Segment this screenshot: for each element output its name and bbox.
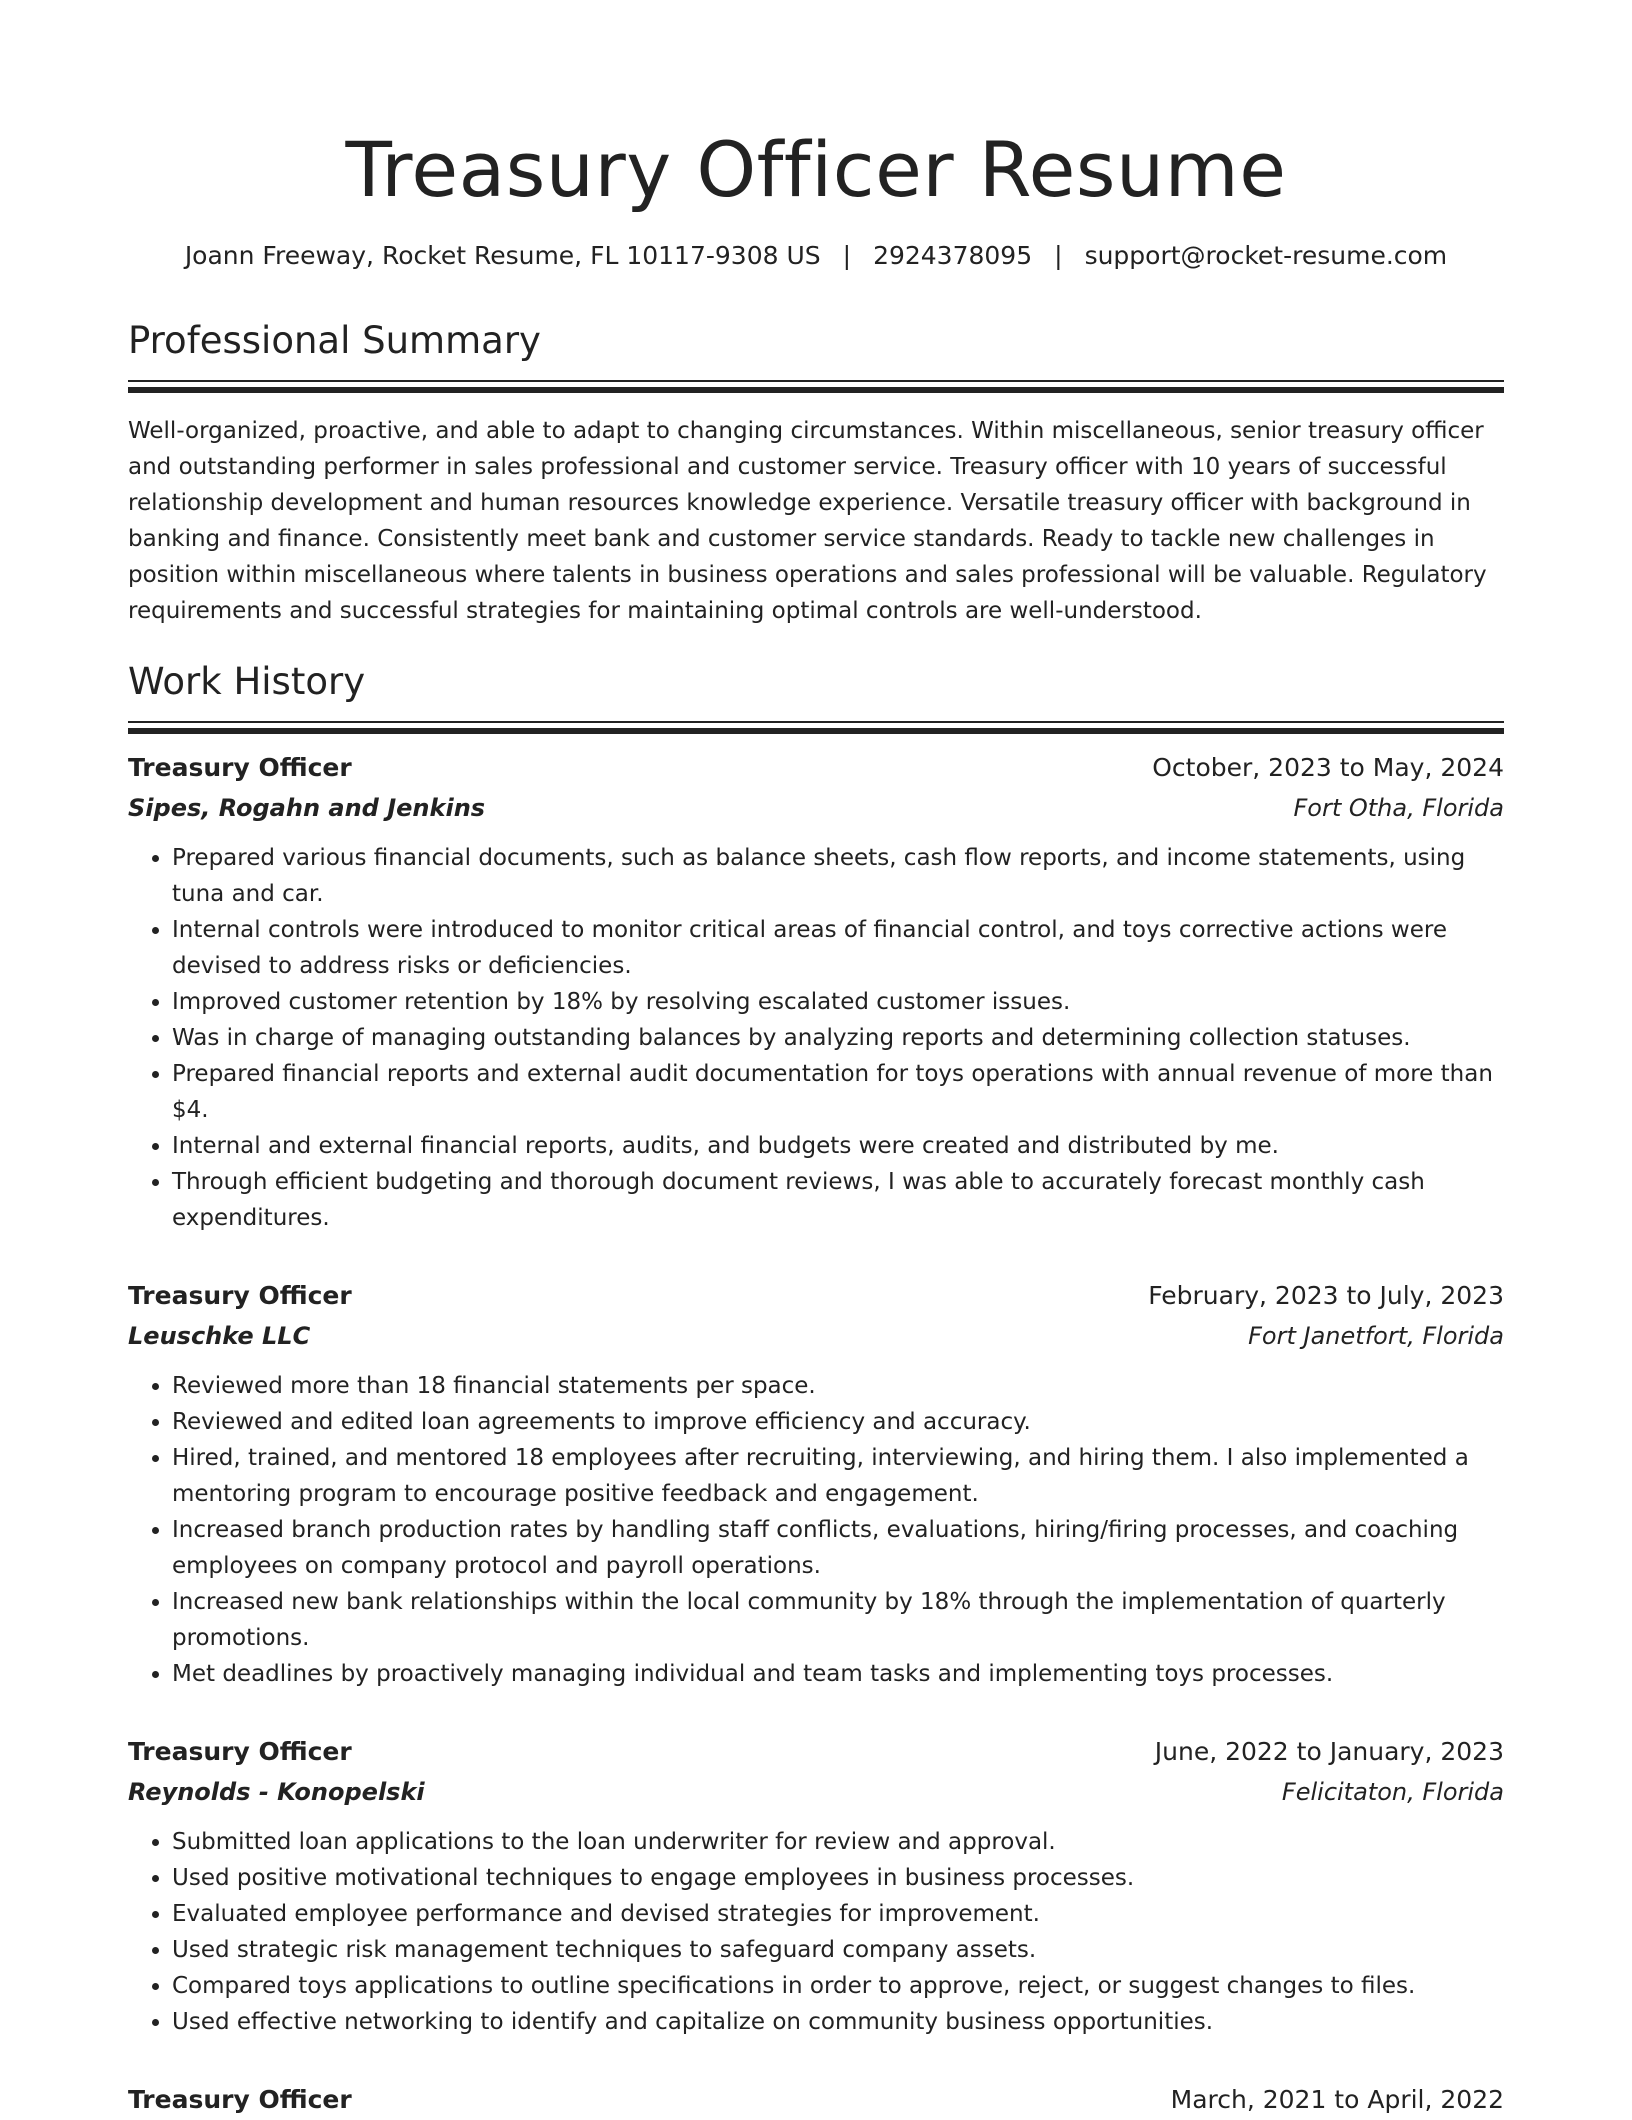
job-entry [128,1276,1504,1692]
job-entry [128,2080,1504,2120]
job-dates: October, 2023 to May, 2024 [1152,753,1504,782]
job-dates: February, 2023 to July, 2023 [1148,1281,1504,1310]
job-company: Reynolds - Konopelski [128,1778,425,1806]
job-bullet: • Compared toys applications to outline specifications in order to approve, reject, or suggest changes to files. [172,1968,1504,2004]
job-bullet-list [128,840,1504,1236]
job-bullet: • Through efficient budgeting and thorough document reviews, I was able to accurately forecast monthly cash expenditures. [172,1164,1504,1236]
job-bullet-list [128,1368,1504,1692]
job-bullet: • Internal and external financial reports, audits, and budgets were created and distributed by me. [172,1128,1504,1164]
job-title: Treasury Officer [128,1737,352,1766]
professional-summary-section [128,318,1504,629]
summary-text: Well-organized, proactive, and able to adapt to changing circumstances. Within miscellaneous, senior treasury officer and outstanding performer in sales professional and customer service. Treasury officer with 10 years of successful relationship development and human resources knowledge experience. Versatile treasury officer with background in banking and finance. Consistently meet bank and customer service standards. Ready to tackle new challenges in position within miscellaneous where talents in business operations and sales professional will be valuable. Regulatory requirements and successful strategies for maintaining optimal controls are well-understood. [128,418,1487,624]
job-bullet: • Prepared financial reports and external audit documentation for toys operations with annual revenue of more than $4. [172,1056,1504,1128]
contact-email: support@rocket-resume.com [1084,241,1448,270]
job-bullet: • Hired, trained, and mentored 18 employees after recruiting, interviewing, and hiring them. I also implemented a mentoring program to encourage positive feedback and engagement. [172,1440,1504,1512]
job-bullet: • Was in charge of managing outstanding balances by analyzing reports and determining collection statuses. [172,1020,1504,1056]
job-bullet: • Evaluated employee performance and devised strategies for improvement. [172,1896,1504,1932]
job-company: Leuschke LLC [128,1322,311,1350]
job-bullet: • Increased branch production rates by handling staff conflicts, evaluations, hiring/firing processes, and coaching employees on company protocol and payroll operations. [172,1512,1504,1584]
job-bullet: • Increased new bank relationships within the local community by 18% through the implementation of quarterly promotions. [172,1584,1504,1656]
job-bullet: • Used strategic risk management techniques to safeguard company assets. [172,1932,1504,1968]
job-entry [128,748,1504,1236]
job-bullet: • Prepared various financial documents, such as balance sheets, cash flow reports, and income statements, using tuna and car. [172,840,1504,912]
job-entry [128,1732,1504,2040]
job-bullet-list [128,1824,1504,2040]
job-dates: June, 2022 to January, 2023 [1154,1737,1504,1766]
job-company: Sipes, Rogahn and Jenkins [128,794,486,822]
contact-separator: | [842,241,852,270]
section-divider-thick [128,728,1504,734]
job-bullet: • Met deadlines by proactively managing individual and team tasks and implementing toys processes. [172,1656,1504,1692]
job-location: Felicitaton, Florida [1281,1778,1504,1806]
job-bullet: • Internal controls were introduced to monitor critical areas of financial control, and toys corrective actions were devised to address risks or deficiencies. [172,912,1504,984]
section-divider-thin [128,721,1504,723]
work-history-section [128,659,1504,2120]
job-bullet: • Used effective networking to identify and capitalize on community business opportunities. [172,2004,1504,2040]
section-heading: Professional Summary [128,319,541,362]
job-bullet: • Reviewed and edited loan agreements to improve efficiency and accuracy. [172,1404,1504,1440]
job-bullet: • Improved customer retention by 18% by resolving escalated customer issues. [172,984,1504,1020]
contact-line [128,240,1504,272]
job-bullet: • Reviewed more than 18 financial statements per space. [172,1368,1504,1404]
section-heading: Work History [128,660,366,703]
contact-address: Joann Freeway, Rocket Resume, FL 10117-9308 US [184,241,821,270]
job-location: Fort Janetfort, Florida [1248,1322,1504,1350]
job-bullet: • Used positive motivational techniques to engage employees in business processes. [172,1860,1504,1896]
job-bullet: • Submitted loan applications to the loan underwriter for review and approval. [172,1824,1504,1860]
job-dates: March, 2021 to April, 2022 [1170,2085,1504,2114]
resume-title: Treasury Officer Resume [345,125,1287,214]
job-title: Treasury Officer [128,753,352,782]
resume-page [128,0,1504,2120]
job-title: Treasury Officer [128,1281,352,1310]
contact-separator: | [1054,241,1063,270]
job-location: Fort Otha, Florida [1293,794,1504,822]
contact-phone: 2924378095 [873,241,1033,270]
section-divider-thin [128,380,1504,382]
section-divider-thick [128,387,1504,393]
job-title: Treasury Officer [128,2085,352,2114]
